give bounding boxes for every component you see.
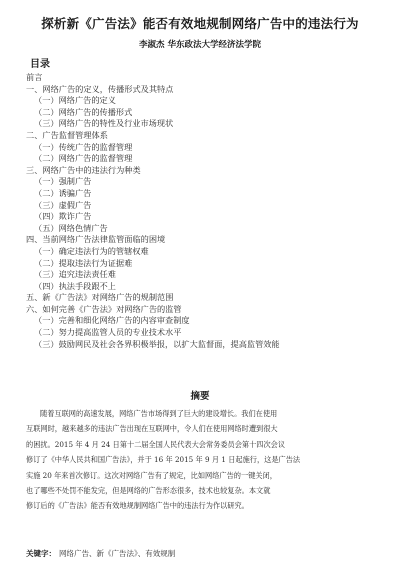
toc-subitem: （二）网络广告的监督管理 (34, 153, 133, 164)
toc-subitem: （二）网络广告的传播形式 (34, 106, 133, 117)
toc-subitem: （一）强制广告 (34, 176, 92, 187)
abstract-line: 实施 20 年来首次修订。这次对网络广告有了规定，比如网络广告的一键关闭， (26, 470, 277, 480)
toc-subitem: （二）提取违法行为证据难 (34, 257, 133, 268)
toc-item: 前言 (26, 72, 43, 82)
toc-heading: 目录 (30, 59, 50, 70)
toc-subitem: （一）网络广告的定义 (34, 95, 116, 106)
abstract-heading: 摘要 (190, 391, 210, 402)
author-line: 李淑杰 华东政法大学经济法学院 (139, 40, 261, 50)
toc-subitem: （二）诱骗广告 (34, 187, 92, 198)
keywords-text: 网络广告、新《广告法》、有效规制 (59, 549, 176, 558)
toc-subitem: （五）网络色情广告 (34, 222, 108, 233)
toc-subitem: （四）执法手段跟不上 (34, 280, 116, 291)
toc-subitem: （四）欺诈广告 (34, 211, 92, 222)
toc-item: 四、当前网络广告法律监管面临的困境 (26, 234, 166, 245)
abstract-line: 也了哪些不处罚不能发完，但是网络的广告形态很多，技术也较复杂。本文就 (26, 486, 271, 496)
toc-item: 六、如何完善《广告法》对网络广告的监管 (26, 303, 182, 314)
toc-item: 二、广告监督管理体系 (26, 129, 108, 140)
toc-subitem: （一）确定违法行为的管辖权难 (34, 245, 149, 256)
toc-item: 五、新《广告法》对网络广告的规制范围 (26, 292, 174, 303)
document-title: 探析新《广告法》能否有效地规制网络广告中的违法行为 (41, 16, 359, 31)
toc-subitem: （一）完善和细化网络广告的内容审查制度 (34, 315, 190, 326)
abstract-line: 修订了《中华人民共和国广告法》，并于 16 年 2015 年 9 月 1 日起施行，这是广告法 (26, 455, 301, 465)
toc-subitem: （三）鼓励网民及社会各界积极举报，以扩大监督面，提高监管效能 (34, 338, 280, 349)
keywords-label: 关键字： (26, 549, 56, 558)
keywords-line (26, 548, 386, 559)
abstract-line: 互联网时，越来越多的违法广告出现在互联网中，令人们在使用网络时遭到很大 (26, 424, 278, 434)
abstract-line: 随着互联网的高速发展，网络广告市场得到了巨大的建设增长。我们在使用 (40, 409, 278, 418)
toc-subitem: （三）追究违法责任难 (34, 269, 116, 280)
toc-subitem: （三）网络广告的特性及行业市场现状 (34, 118, 174, 129)
toc-item: 一、网络广告的定义，传播形式及其特点 (26, 83, 174, 94)
toc-subitem: （一）传统广告的监督管理 (34, 141, 133, 152)
abstract-body (26, 406, 376, 514)
abstract-line: 的困扰。2015 年 4 月 24 日第十二届全国人民代表大会常务委员会第十四次会议 (26, 439, 286, 449)
toc-subitem: （二）努力提高监管人员的专业技术水平 (34, 327, 182, 338)
table-of-contents (26, 72, 386, 350)
toc-subitem: （三）虚假广告 (34, 199, 92, 210)
toc-item: 三、网络广告中的违法行为种类 (26, 164, 141, 175)
abstract-line: 修订后的《广告法》能否有效地规制网络广告中的违法行为作以研究。 (26, 501, 249, 511)
